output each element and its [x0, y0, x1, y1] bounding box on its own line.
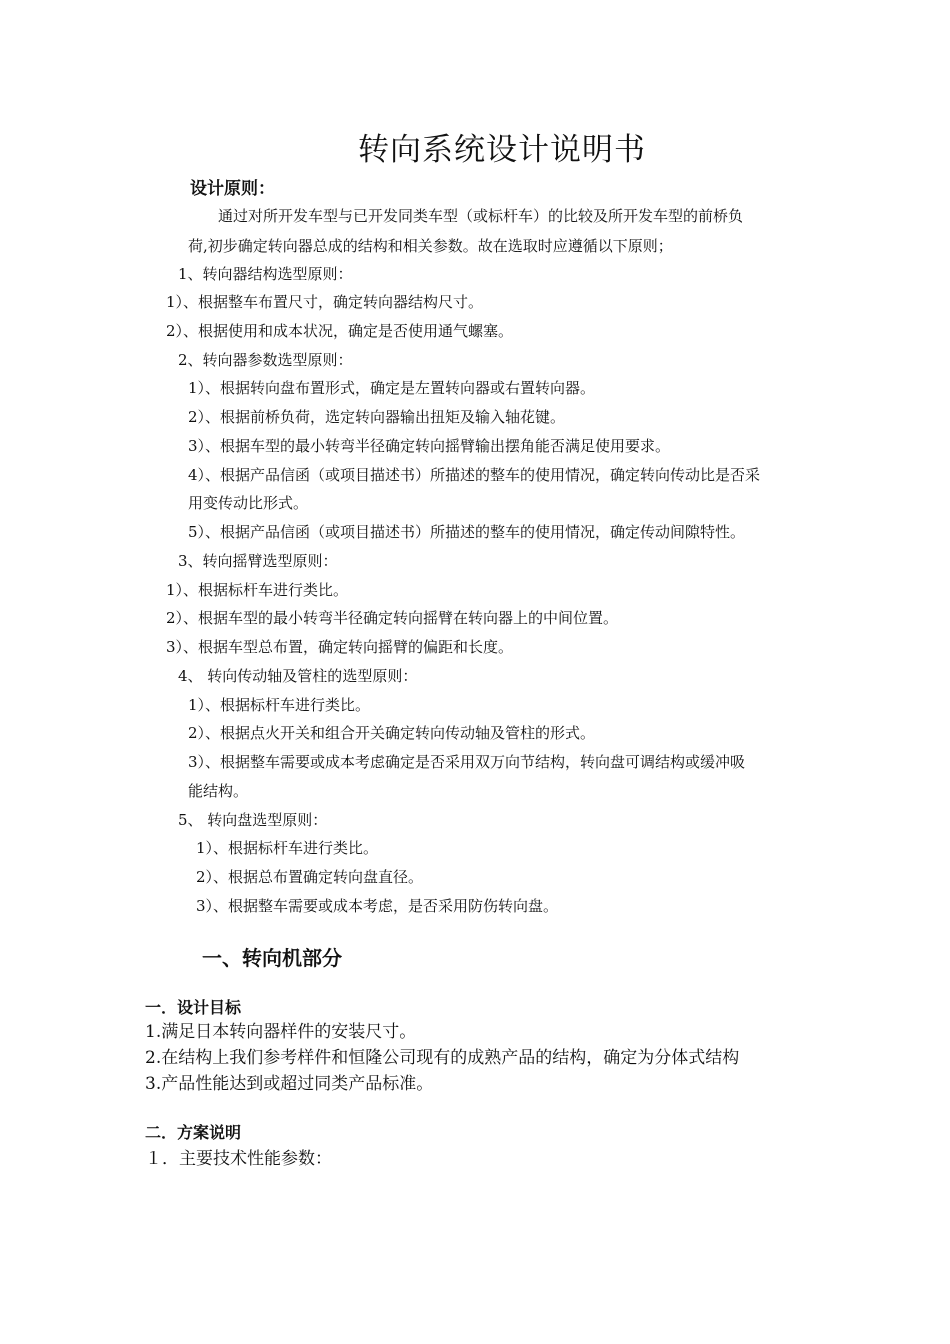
section-3-item-3: 3）、根据车型总布置，确定转向摇臂的偏距和长度。: [166, 638, 514, 656]
section-1-title: 1、转向器结构选型原则：: [178, 265, 353, 283]
section-2-title: 2、转向器参数选型原则：: [178, 351, 353, 369]
principles-heading: 设计原则：: [190, 179, 275, 199]
goal-item-2: 2.在结构上我们参考样件和恒隆公司现有的成熟产品的结构，确定为分体式结构: [145, 1048, 740, 1068]
section-4-item-3: 3）、根据整车需要或成本考虑确定是否采用双万向节结构，转向盘可调结构或缓冲吸: [188, 753, 746, 771]
section-2-item-5: 5）、根据产品信函（或项目描述书）所描述的整车的使用情况，确定传动间隙特性。: [188, 523, 746, 541]
section-5-item-1: 1）、根据标杆车进行类比。: [196, 839, 379, 857]
goals-title: 一．设计目标: [145, 998, 242, 1017]
section-2-item-4: 4）、根据产品信函（或项目描述书）所描述的整车的使用情况，确定转向传动比是否采: [188, 466, 761, 484]
section-3-item-1: 1）、根据标杆车进行类比。: [166, 581, 349, 599]
goal-item-3: 3.产品性能达到或超过同类产品标准。: [145, 1074, 434, 1094]
section-1-item-2: 2）、根据使用和成本状况，确定是否使用通气螺塞。: [166, 322, 514, 340]
scheme-title: 二．方案说明: [145, 1123, 242, 1142]
section-2-item-3: 3）、根据车型的最小转弯半径确定转向摇臂输出摆角能否满足使用要求。: [188, 437, 671, 455]
section-2-item-1: 1）、根据转向盘布置形式，确定是左置转向器或右置转向器。: [188, 379, 596, 397]
intro-line-1: 通过对所开发车型与已开发同类车型（或标杆车）的比较及所开发车型的前桥负: [218, 207, 744, 225]
scheme-item-1: １．主要技术性能参数：: [145, 1149, 332, 1169]
page-title: 转向系统设计说明书: [358, 132, 646, 168]
section-5-item-2: 2）、根据总布置确定转向盘直径。: [196, 868, 424, 886]
section-4-item-3-cont: 能结构。: [188, 782, 249, 800]
section-3-item-2: 2）、根据车型的最小转弯半径确定转向摇臂在转向器上的中间位置。: [166, 609, 619, 627]
goal-item-1: 1.满足日本转向器样件的安装尺寸。: [145, 1022, 417, 1042]
intro-line-2: 荷,初步确定转向器总成的结构和相关参数。故在选取时应遵循以下原则；: [188, 237, 673, 255]
section-1-item-1: 1）、根据整车布置尺寸，确定转向器结构尺寸。: [166, 293, 484, 311]
section-2-item-4-cont: 用变传动比形式。: [188, 494, 309, 512]
section-4-item-1: 1）、根据标杆车进行类比。: [188, 696, 371, 714]
section-2-item-2: 2）、根据前桥负荷，选定转向器输出扭矩及输入轴花键。: [188, 408, 566, 426]
part-1-heading: 一、转向机部分: [202, 946, 342, 970]
section-4-item-2: 2）、根据点火开关和组合开关确定转向传动轴及管柱的形式。: [188, 724, 596, 742]
section-5-item-3: 3）、根据整车需要或成本考虑，是否采用防伤转向盘。: [196, 897, 559, 915]
section-4-title: 4、 转向传动轴及管柱的选型原则：: [178, 667, 418, 685]
section-3-title: 3、转向摇臂选型原则：: [178, 552, 338, 570]
section-5-title: 5、 转向盘选型原则：: [178, 811, 328, 829]
